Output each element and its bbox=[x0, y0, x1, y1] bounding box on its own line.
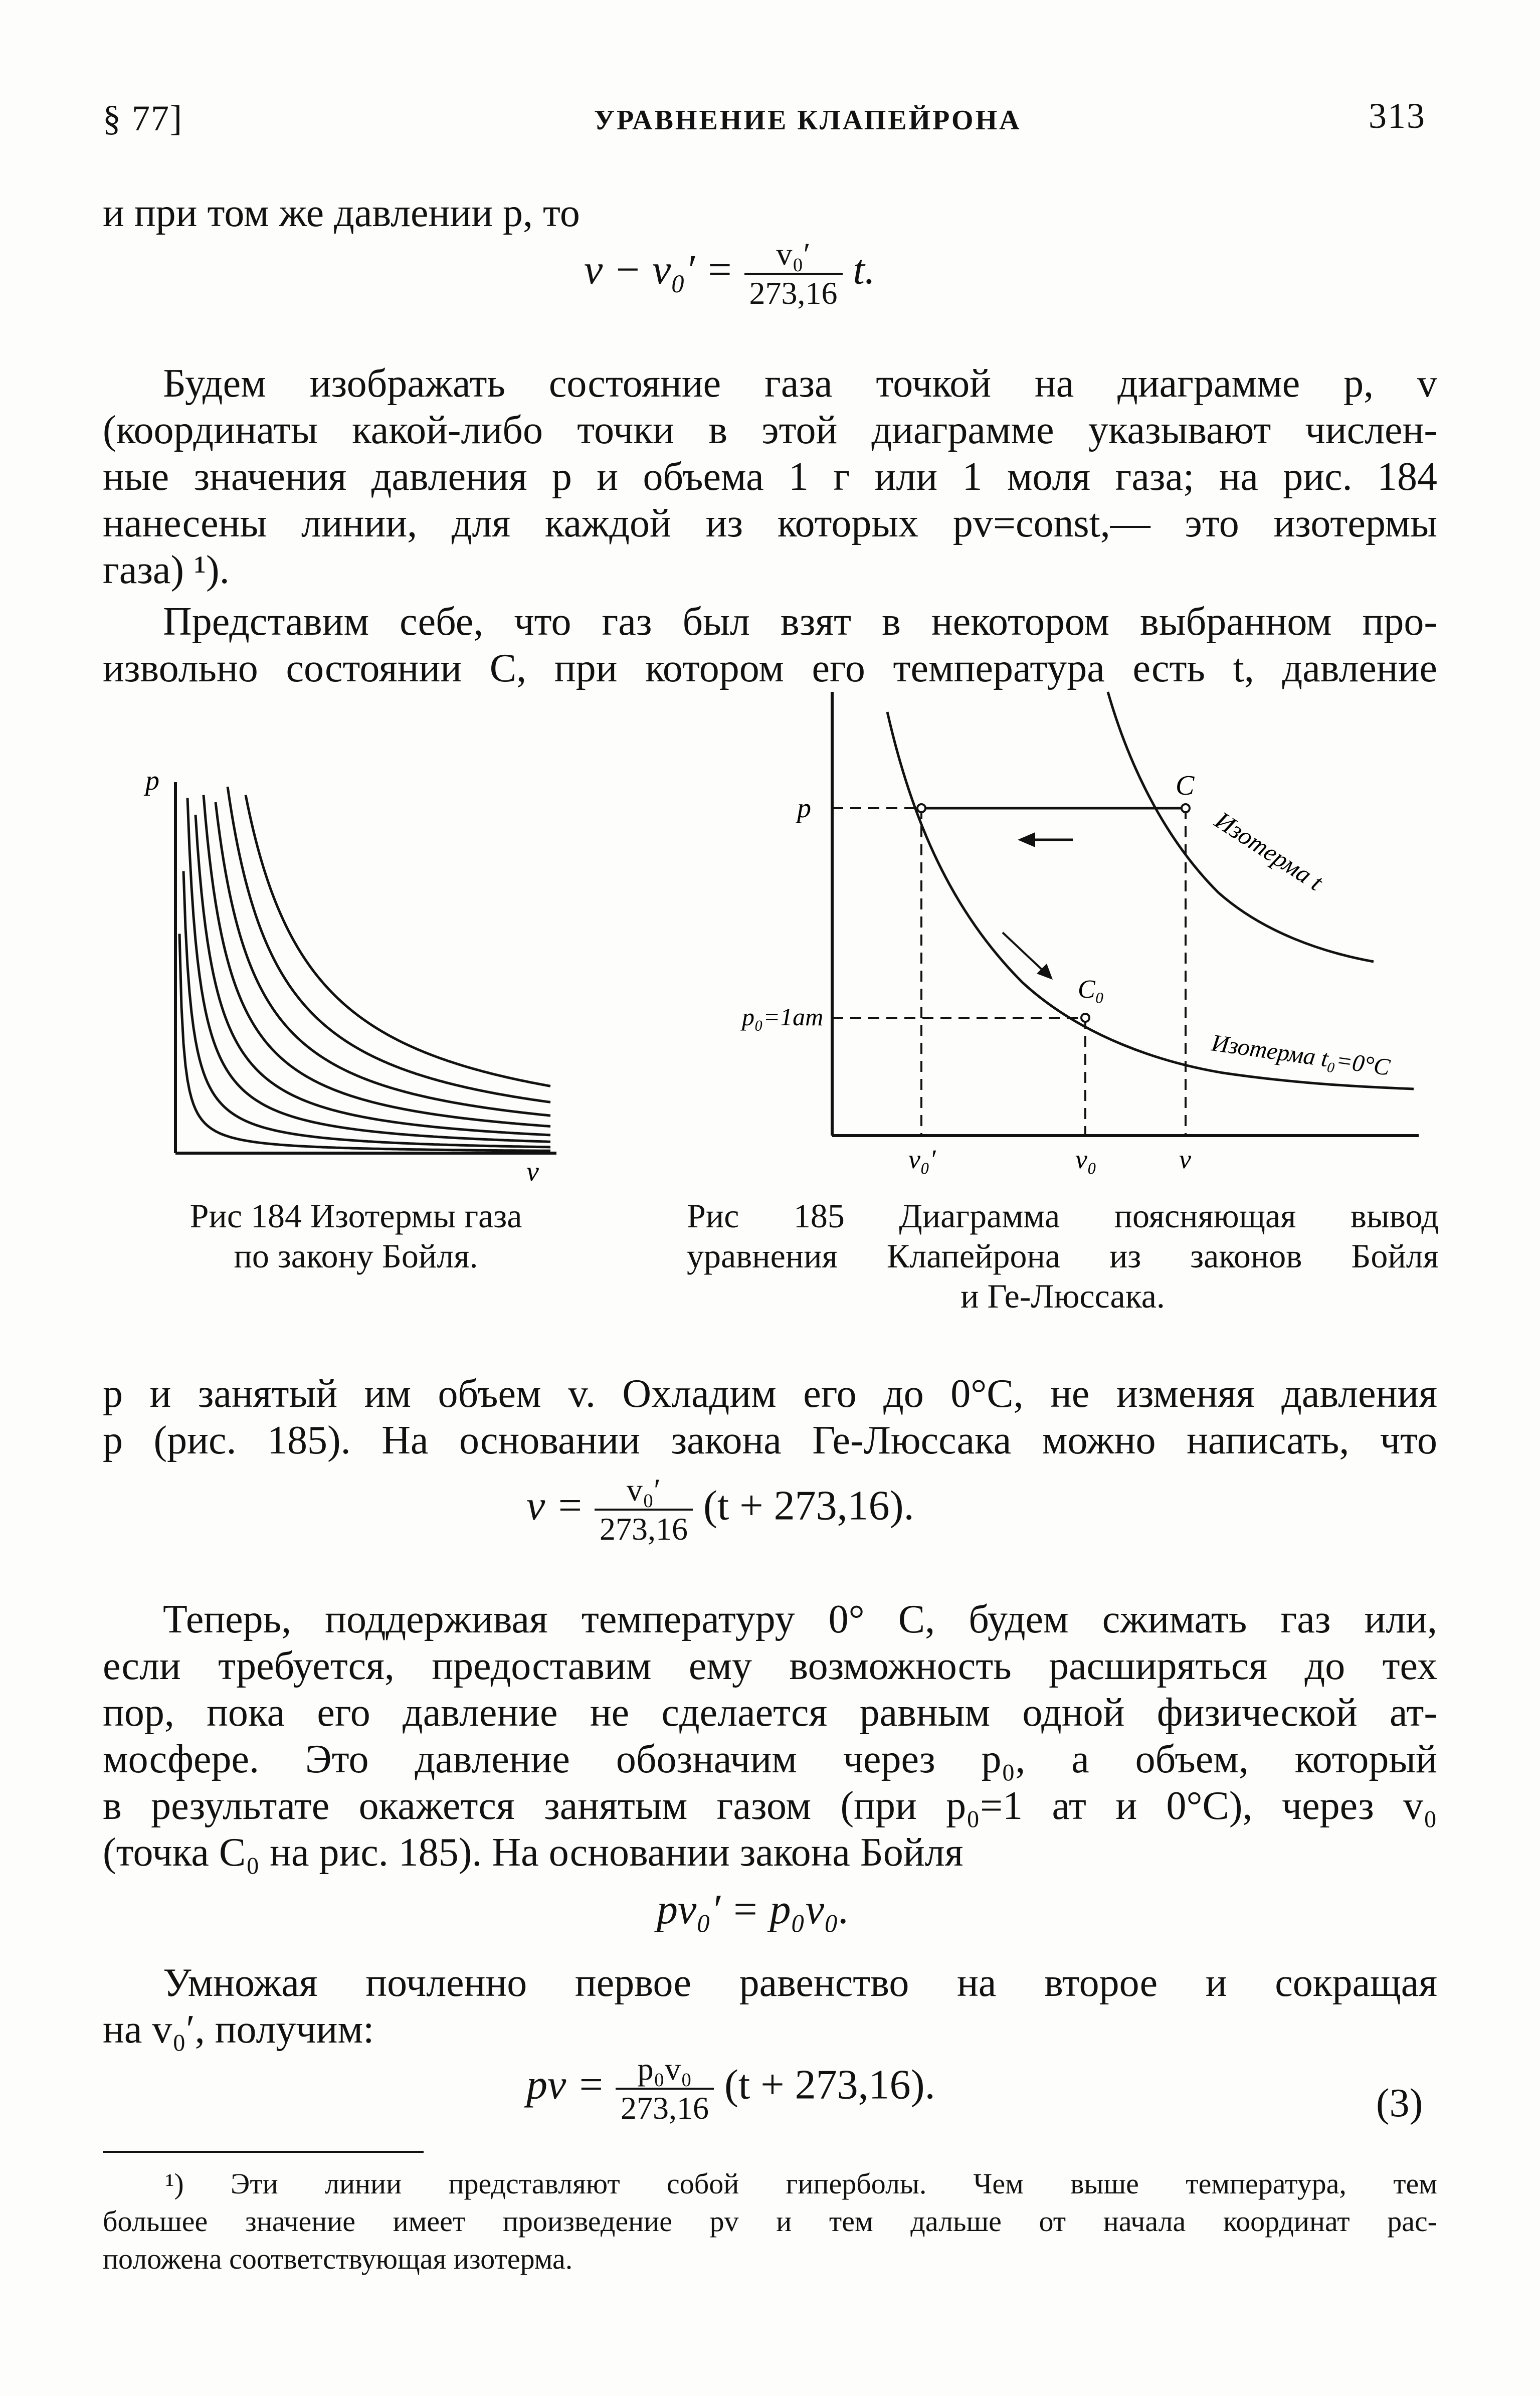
isotherm-curve bbox=[187, 798, 550, 1142]
isotherm-curve bbox=[204, 795, 550, 1127]
body-line: Теперь, поддерживая температуру 0° С, будем сжимать газ или, bbox=[163, 1597, 1437, 1641]
axis-label-p: p bbox=[145, 765, 159, 796]
figure-184 bbox=[135, 762, 566, 1183]
running-title: УРАВНЕНИЕ КЛАПЕЙРОНА bbox=[594, 105, 1022, 136]
body-line: если требуется, предоставим ему возможность расширяться до тех bbox=[103, 1644, 1437, 1688]
body-line: извольно состоянии C, при котором его температура есть t, давление bbox=[103, 646, 1437, 690]
footnote-line: ¹) Эти линии представляют собой гиперболы. Чем выше температура, тем bbox=[165, 2167, 1437, 2200]
body-line: Будем изображать состояние газа точкой на диаграмме p, v bbox=[163, 361, 1437, 406]
fraction-denominator: 273,16 bbox=[599, 1511, 688, 1547]
equation-1-right: t. bbox=[853, 246, 875, 293]
equation-2 bbox=[526, 1471, 914, 1548]
equation-number: (3) bbox=[1376, 2081, 1423, 2125]
body-line: пор, пока его давление не сделается равным одной физической ат- bbox=[103, 1691, 1437, 1735]
body-line: p (рис. 185). На основании закона Ге-Люссака можно написать, что bbox=[103, 1418, 1437, 1462]
label-isotherm-t: Изотерма t bbox=[1210, 806, 1328, 896]
equation-4-left: pv = bbox=[526, 2061, 605, 2108]
label-v: v bbox=[1179, 1144, 1191, 1174]
body-line: (координаты какой-либо точки в этой диаграмме указывают числен- bbox=[103, 408, 1437, 452]
equation-2-right: (t + 273,16). bbox=[703, 1482, 914, 1529]
isotherm-0-curve bbox=[887, 712, 1414, 1089]
point-cooled bbox=[917, 804, 925, 812]
equation-4-right: (t + 273,16). bbox=[724, 2061, 935, 2108]
caption-line: Рис 184 Изотермы газа bbox=[189, 1197, 522, 1235]
label-v0-prime: v₀′ bbox=[908, 1144, 936, 1174]
isotherm-curve bbox=[246, 795, 550, 1086]
isotherm-curve bbox=[196, 815, 550, 1135]
label-p: p bbox=[797, 793, 811, 824]
body-line: и при том же давлении p, то bbox=[103, 191, 580, 235]
isotherm-curves bbox=[179, 787, 550, 1151]
equation-2-left: v = bbox=[526, 1482, 584, 1529]
axis-label-v: v bbox=[526, 1156, 539, 1183]
body-line: Умножая почленно первое равенство на второе и сокращая bbox=[163, 1961, 1437, 2005]
body-line: Представим себе, что газ был взят в некотором выбранном про- bbox=[163, 600, 1437, 644]
fraction-numerator: p₀v₀ bbox=[616, 2051, 714, 2090]
label-v0: v₀ bbox=[1075, 1144, 1097, 1174]
body-line: газа) ¹). bbox=[103, 548, 230, 592]
label-p0: p₀=1ат bbox=[742, 1003, 824, 1031]
fraction-numerator: v₀′ bbox=[744, 236, 843, 275]
page-number: 313 bbox=[1369, 96, 1426, 136]
arrow-left-head bbox=[1018, 832, 1035, 847]
body-line: p и занятый им объем v. Охладим его до 0°С, не изменяя давления bbox=[103, 1372, 1437, 1416]
fraction-denominator: 273,16 bbox=[749, 275, 838, 311]
guide-lines bbox=[832, 808, 1186, 1136]
caption-line: и Ге-Люссака. bbox=[960, 1277, 1165, 1315]
caption-line: Рис 185 Диаграмма поясняющая вывод bbox=[687, 1197, 1439, 1235]
point-C0 bbox=[1081, 1014, 1089, 1022]
equation-4 bbox=[526, 2051, 935, 2127]
caption-line: по закону Бойля. bbox=[234, 1237, 478, 1275]
isotherm-curve bbox=[183, 871, 550, 1148]
body-line: ные значения давления p и объема 1 г или 1 моля газа; на рис. 184 bbox=[103, 455, 1437, 499]
footnote-line: положена соответствующая изотерма. bbox=[103, 2243, 573, 2275]
label-C: C bbox=[1176, 770, 1195, 801]
caption-fig184 bbox=[125, 1196, 587, 1276]
caption-fig185 bbox=[687, 1196, 1439, 1316]
section-number: § 77] bbox=[103, 98, 183, 138]
fraction-numerator: v₀′ bbox=[595, 1471, 693, 1511]
body-line: (точка C₀ на рис. 185). На основании закона Бойля bbox=[103, 1830, 964, 1875]
caption-line: уравнения Клапейрона из законов Бойля bbox=[687, 1237, 1439, 1275]
equation-1 bbox=[584, 236, 875, 312]
label-isotherm-0: Изотерма t₀=0°C bbox=[1210, 1029, 1392, 1081]
footnote-line: большее значение имеет произведение pv и тем дальше от начала координат рас- bbox=[103, 2205, 1437, 2238]
body-line: на v₀′, получим: bbox=[103, 2007, 374, 2052]
equation-3: pv₀′ = p₀v₀. bbox=[657, 1886, 850, 1933]
equation-1-left: v − v₀′ = bbox=[584, 246, 734, 293]
point-C bbox=[1182, 804, 1190, 812]
label-C0: C₀ bbox=[1078, 975, 1104, 1004]
isotherm-curve bbox=[216, 802, 550, 1116]
equation-2-fraction bbox=[595, 1471, 693, 1548]
body-line: в результате окажется занятым газом (при p₀=1 ат и 0°С), через v₀ bbox=[103, 1784, 1437, 1828]
fraction-denominator: 273,16 bbox=[620, 2090, 709, 2126]
figure-185 bbox=[722, 672, 1444, 1188]
body-line: мосфере. Это давление обозначим через p₀, а объем, который bbox=[103, 1737, 1437, 1781]
equation-1-fraction bbox=[744, 236, 843, 312]
footnote-rule bbox=[103, 2151, 424, 2153]
body-line: нанесены линии, для каждой из которых pv=const,— это изотермы bbox=[103, 501, 1437, 545]
equation-4-fraction bbox=[616, 2051, 714, 2127]
